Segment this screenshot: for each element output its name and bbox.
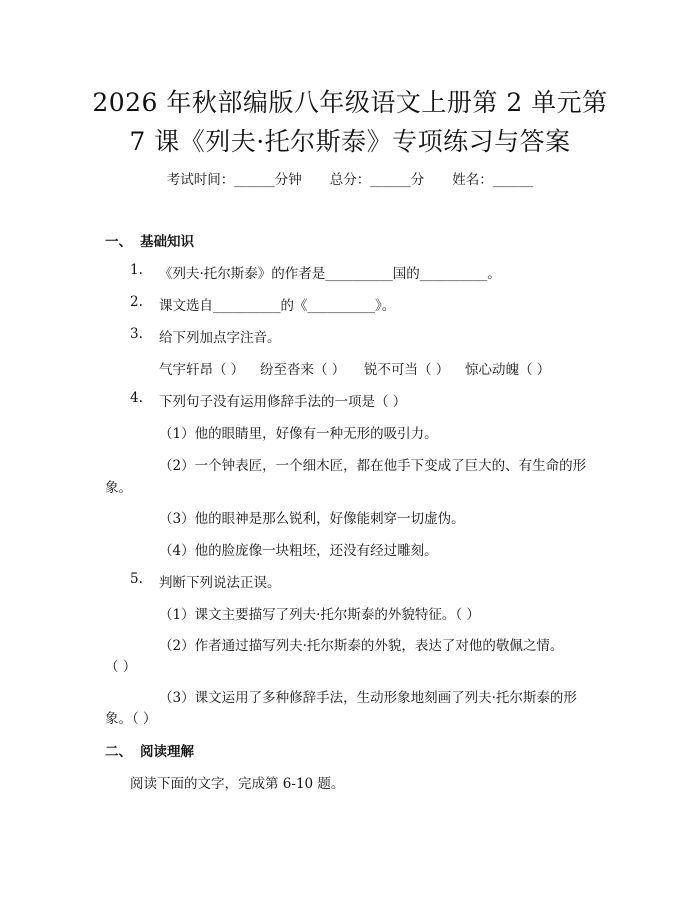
question-4-option-1: （1）他的眼睛里，好像有一种无形的吸引力。: [159, 426, 438, 442]
pinyin-word-4: 惊心动魄（ ）: [465, 362, 551, 378]
question-2-text: 课文选自__________的《__________》。: [159, 298, 396, 314]
question-5-item-2-cont: （ ）: [105, 659, 137, 675]
question-5-item-3: （3）课文运用了多种修辞手法，生动形象地刻画了列夫·托尔斯泰的形: [159, 690, 577, 706]
pinyin-word-2: 纷至沓来（ ）: [260, 362, 346, 378]
question-1-number: 1.: [130, 262, 143, 278]
section-2-label: 二、: [105, 744, 132, 760]
question-5-item-1: （1）课文主要描写了列夫·托尔斯泰的外貌特征。（ ）: [159, 607, 480, 623]
document-title-line1: 2026 年秋部编版八年级语文上册第 2 单元第: [92, 88, 608, 117]
question-5-number: 5.: [130, 571, 143, 587]
section-1-title: 基础知识: [140, 234, 194, 250]
reading-intro: 阅读下面的文字，完成第 6-10 题。: [130, 776, 345, 792]
document-title-line2: 7 课《列夫·托尔斯泰》专项练习与答案: [129, 127, 571, 156]
pinyin-word-1: 气宇轩昂（ ）: [159, 362, 245, 378]
section-1-label: 一、: [105, 234, 132, 250]
question-5-item-2: （2）作者通过描写列夫·托尔斯泰的外貌，表达了对他的敬佩之情。: [159, 638, 564, 654]
question-4-option-2: （2）一个钟表匠，一个细木匠，都在他手下变成了巨大的、有生命的形: [159, 458, 587, 474]
question-4-option-4: （4）他的脸庞像一块粗坯，还没有经过雕刻。: [159, 543, 438, 559]
question-1-text: 《列夫·托尔斯泰》的作者是__________国的__________。: [159, 266, 501, 282]
question-4-number: 4.: [130, 390, 143, 406]
section-2-title: 阅读理解: [140, 744, 194, 760]
exam-score: 总分：______分: [329, 172, 425, 188]
question-4-option-2-cont: 象。: [105, 480, 132, 496]
question-3-number: 3.: [130, 326, 143, 342]
question-4-text: 下列句子没有运用修辞手法的一项是（ ）: [159, 394, 407, 410]
student-name: 姓名：______: [452, 172, 534, 188]
exam-meta: [0, 168, 700, 188]
question-3-text: 给下列加点字注音。: [159, 330, 281, 346]
question-4-option-3: （3）他的眼神是那么锐利，好像能刺穿一切虚伪。: [159, 511, 465, 527]
question-5-item-3-cont: 象。（ ）: [105, 711, 157, 727]
question-5-text: 判断下列说法正误。: [159, 575, 281, 591]
exam-time: 考试时间：______分钟: [166, 172, 302, 188]
question-2-number: 2.: [130, 294, 143, 310]
pinyin-word-3: 锐不可当（ ）: [364, 362, 450, 378]
